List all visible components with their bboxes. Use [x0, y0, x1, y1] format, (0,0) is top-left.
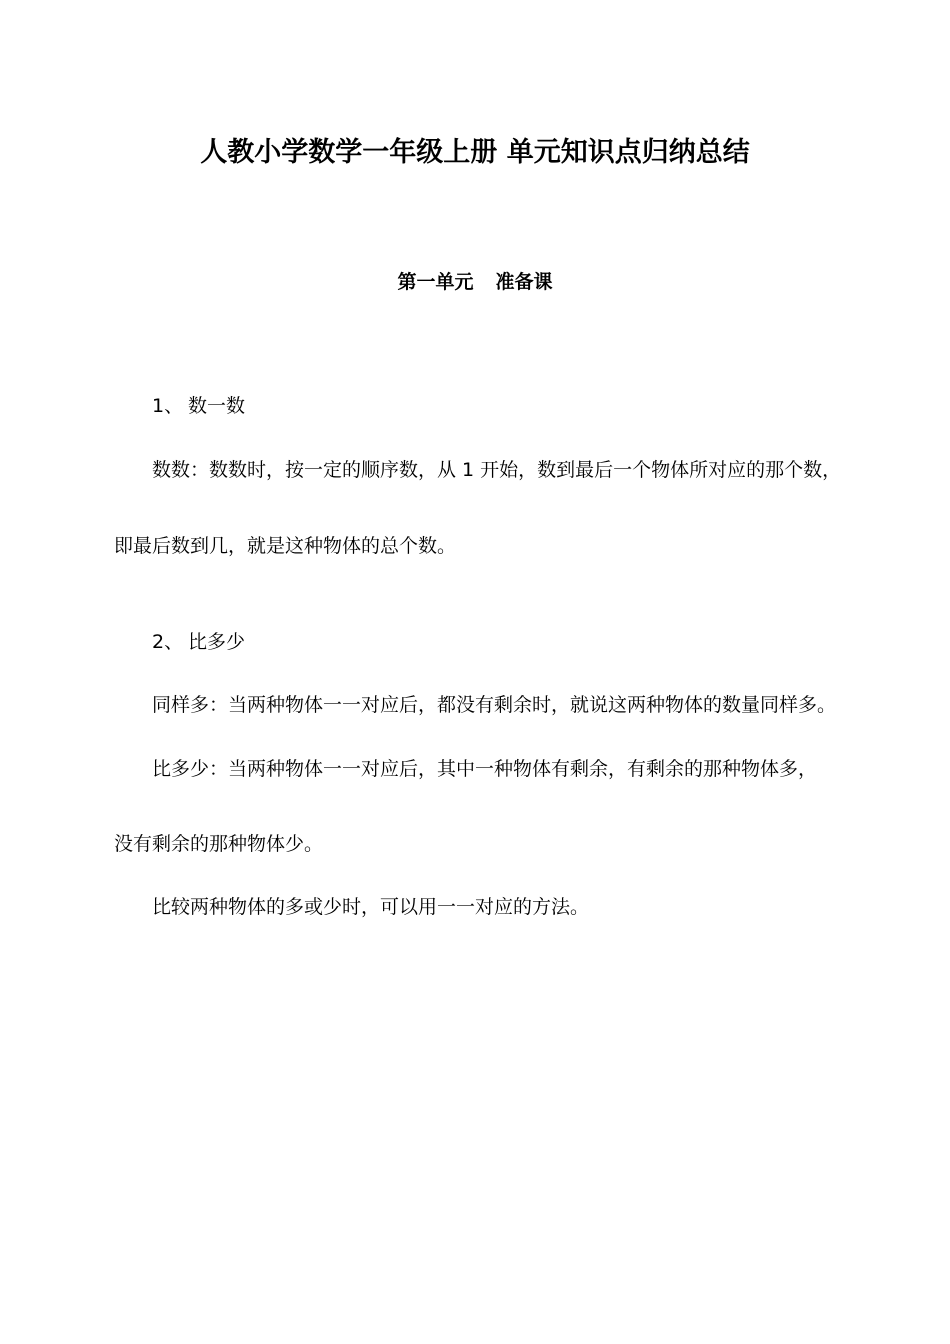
section-number-1: 1、 — [152, 395, 184, 417]
section-title-2: 比多少 — [188, 631, 246, 653]
section-heading-2 — [152, 630, 245, 654]
paragraph-counting-line-2: 即最后数到几，就是这种物体的总个数。 — [114, 535, 457, 557]
paragraph-compare-line-1: 比多少：当两种物体一一对应后，其中一种物体有剩余，有剩余的那种物体多， — [152, 758, 818, 780]
paragraph-counting-line-1: 数数：数数时，按一定的顺序数，从 1 开始，数到最后一个物体所对应的那个数， — [152, 459, 842, 481]
section-number-2: 2、 — [152, 631, 184, 653]
paragraph-same-amount: 同样多：当两种物体一一对应后，都没有剩余时，就说这两种物体的数量同样多。 — [152, 694, 837, 716]
document-title: 人教小学数学一年级上册 单元知识点归纳总结 — [200, 137, 750, 168]
section-title-1: 数一数 — [188, 395, 246, 417]
section-heading-1 — [152, 394, 245, 418]
unit-name: 第一单元 — [397, 271, 474, 293]
unit-heading — [0, 270, 950, 294]
paragraph-compare-line-2: 没有剩余的那种物体少。 — [114, 833, 324, 855]
unit-topic: 准备课 — [495, 271, 553, 293]
paragraph-compare-method: 比较两种物体的多或少时，可以用一一对应的方法。 — [152, 896, 590, 918]
